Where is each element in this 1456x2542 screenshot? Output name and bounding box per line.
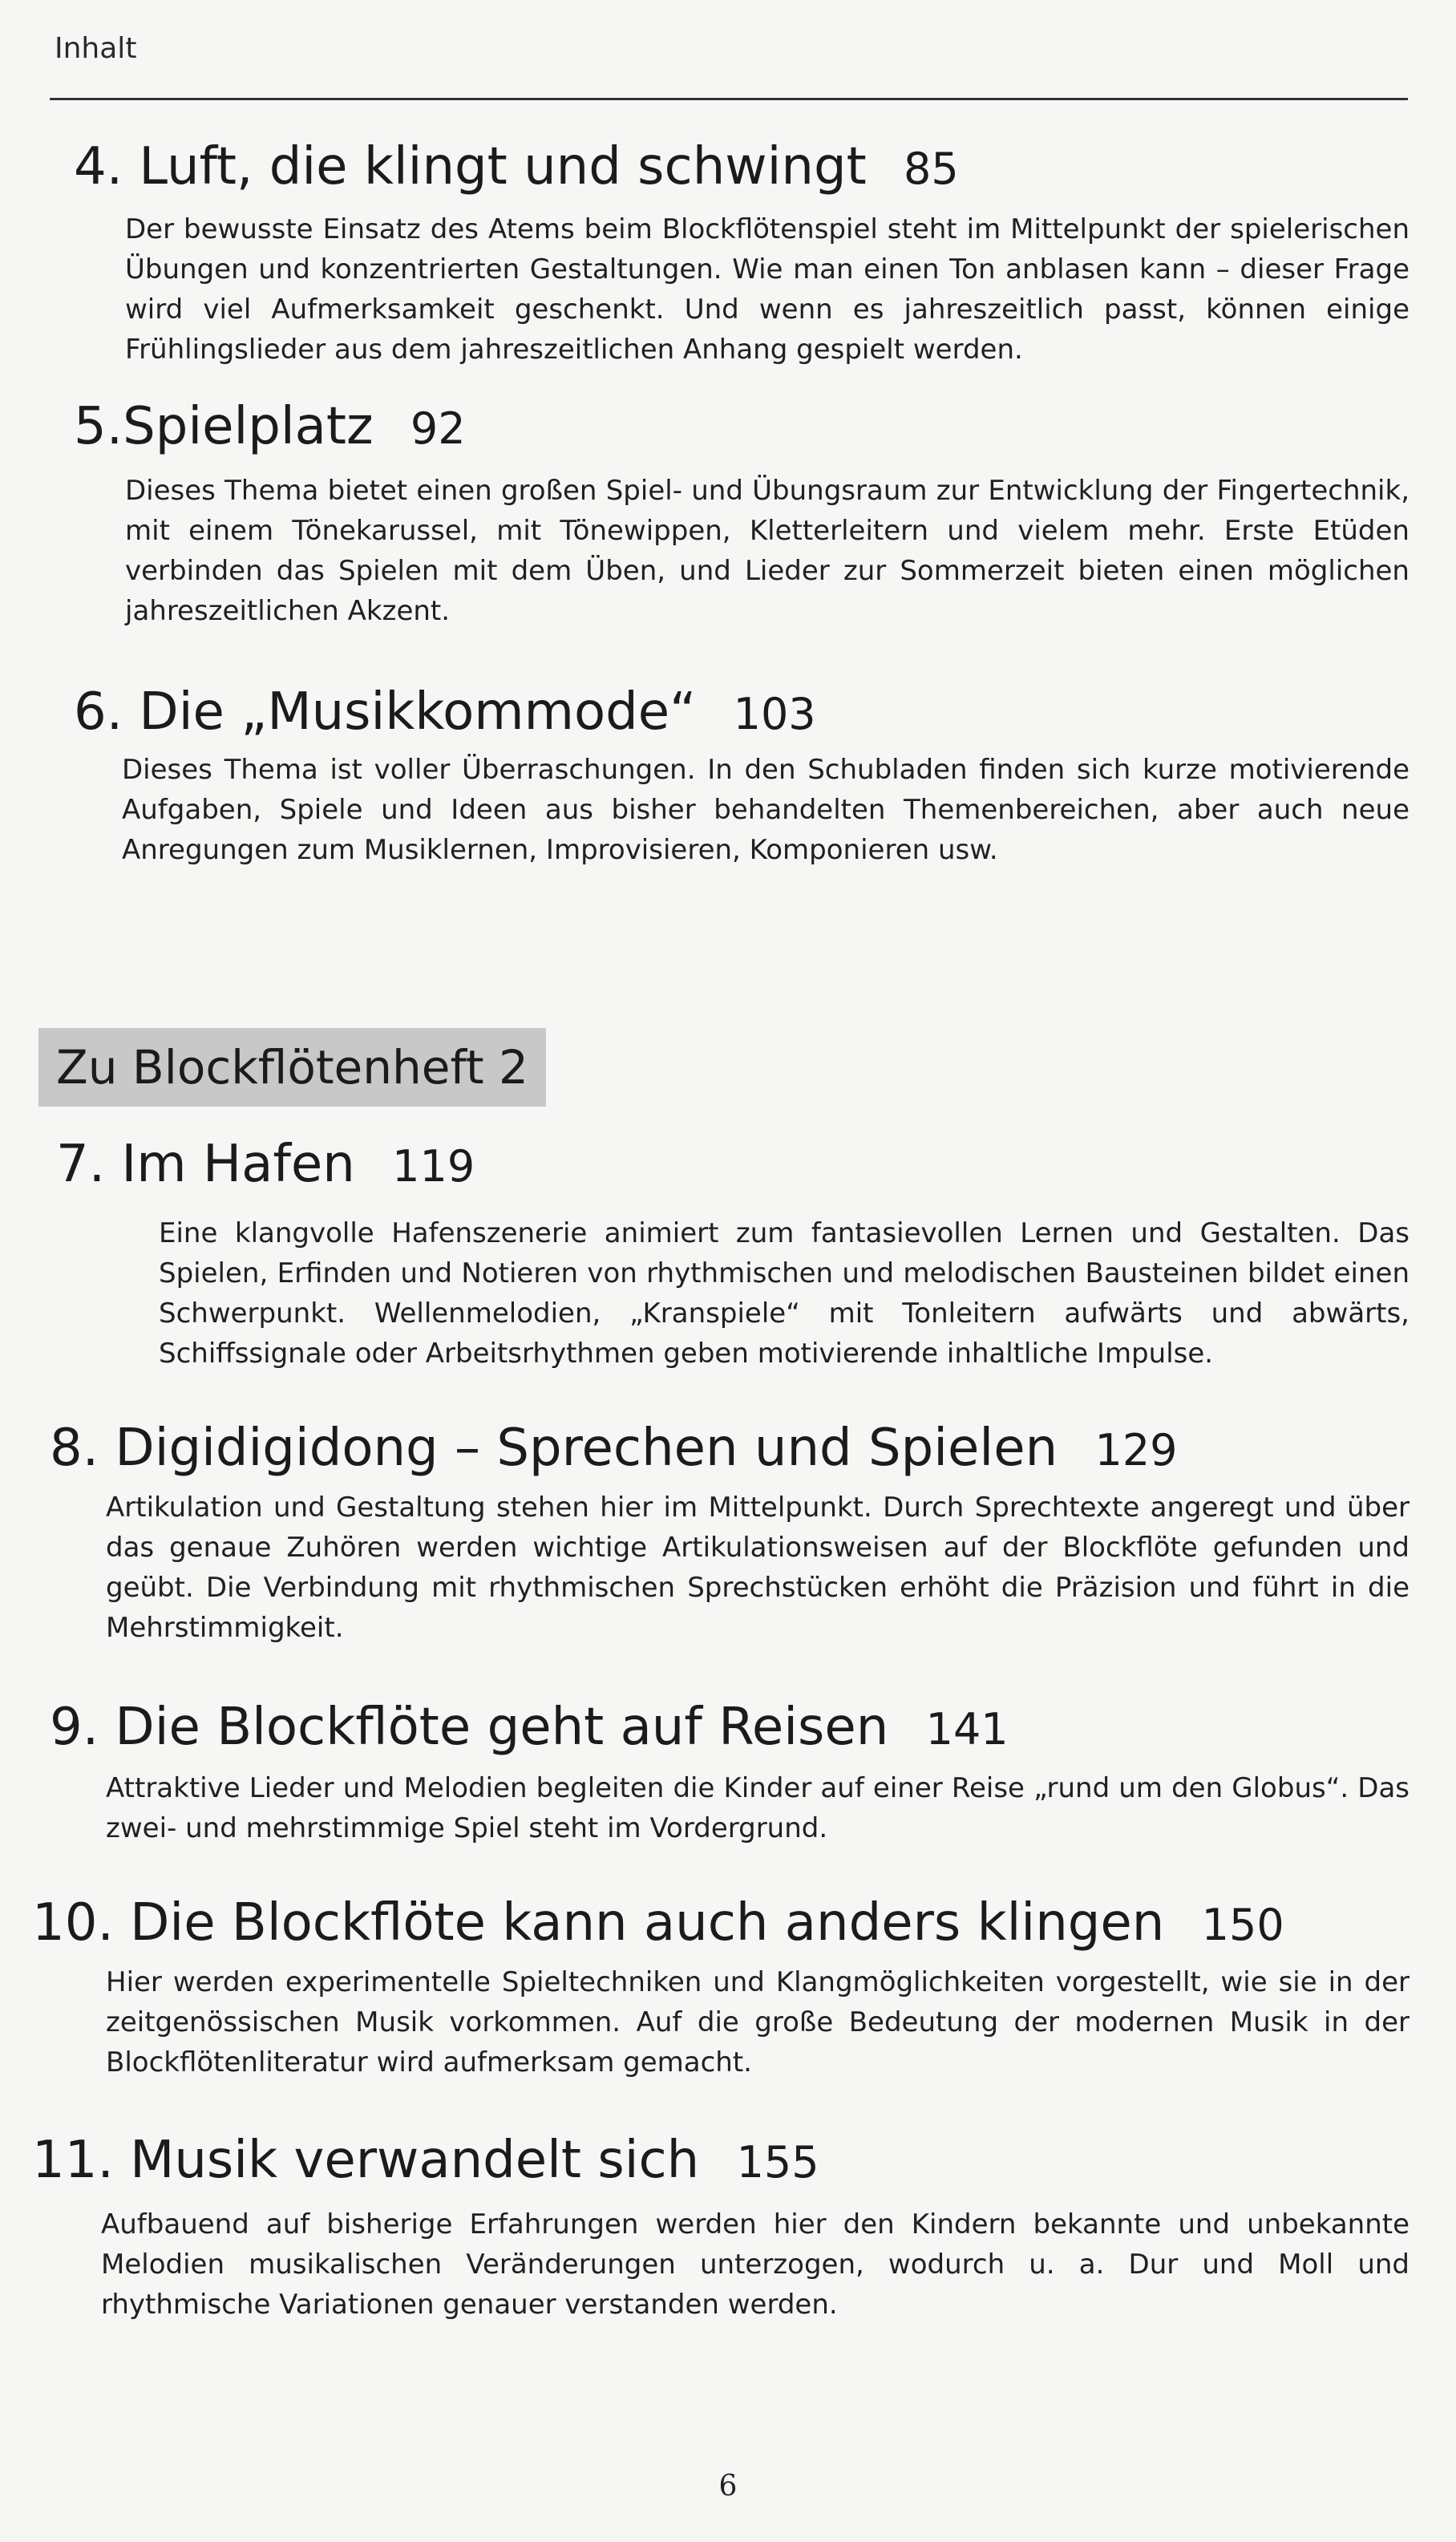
entry-heading	[32, 1891, 1409, 1957]
entry-title: Die Blockflöte geht auf Reisen	[115, 1698, 889, 1757]
entry-heading	[74, 135, 1409, 201]
entry-description: Der bewusste Einsatz des Atems beim Blockflötenspiel steht im Mittelpunkt der spielerischen Übungen und konzentrierten Gestaltungen. Wie man einen Ton anblasen kann – dieser Frage wird viel Aufmerksamkeit geschenkt. Und wenn es jahreszeitlich passt, können einige Frühlingslieder aus dem jahreszeitlichen Anhang gespielt werden.	[125, 213, 1409, 366]
toc-entry-7	[56, 1132, 1409, 1374]
entry-title: Musik verwandelt sich	[130, 2131, 700, 2190]
entry-number: 9.	[50, 1698, 99, 1757]
entry-heading	[50, 1695, 1409, 1762]
toc-entry-9	[50, 1695, 1409, 1848]
entry-number: 10.	[32, 1893, 114, 1953]
entry-description: Artikulation und Gestaltung stehen hier im Mittelpunkt. Durch Sprechtexte angeregt und über das genaue Zuhören werden wichtige Artikulationsweisen auf der Blockflöte gefunden und geübt. Die Verbindung mit rhythmischen Sprechstücken erhöht die Präzision und führt in die Mehrstimmigkeit.	[106, 1492, 1409, 1644]
entry-number: 7.	[56, 1135, 106, 1194]
entry-number: 4.	[74, 137, 123, 196]
entry-page-ref: 150	[1201, 1900, 1284, 1950]
toc-entry-10	[32, 1891, 1409, 2083]
toc-entry-8	[50, 1416, 1409, 1648]
entry-description: Aufbauend auf bisherige Erfahrungen werden hier den Kindern bekannte und unbekannte Melodien musikalischen Veränderungen unterzogen, wodurch u. a. Dur und Moll und rhythmische Variationen genauer verstanden werden.	[101, 2208, 1409, 2321]
running-head: Inhalt	[55, 32, 137, 65]
entry-title: Die „Musikkommode“	[139, 682, 697, 742]
entry-heading	[74, 680, 1409, 747]
entry-number: 6.	[74, 682, 123, 742]
entry-description: Attraktive Lieder und Melodien begleiten die Kinder auf einer Reise „rund um den Globus“. Das zwei- und mehrstimmige Spiel steht im Vordergrund.	[106, 1772, 1409, 1844]
section-heading: Zu Blockflötenheft 2	[38, 1028, 546, 1107]
entry-heading	[32, 2128, 1409, 2195]
entry-number: 11.	[32, 2131, 114, 2190]
header-rule	[50, 98, 1408, 100]
entry-title: Digidigidong – Sprechen und Spielen	[115, 1419, 1058, 1478]
entry-description: Eine klangvolle Hafenszenerie animiert zum fantasievollen Lernen und Gestalten. Das Spielen, Erfinden und Notieren von rhythmischen und melodischen Bausteinen bildet einen Schwerpunkt. Wellenmelodien, „Kranspiele“ mit Tonleitern aufwärts und abwärts, Schiffssignale oder Arbeitsrhythmen geben motivierende inhaltliche Impulse.	[159, 1217, 1409, 1370]
toc-entry-6	[74, 680, 1409, 870]
entry-page-ref: 119	[392, 1141, 475, 1192]
entry-title: Die Blockflöte kann auch anders klingen	[130, 1893, 1165, 1953]
entry-page-ref: 85	[904, 144, 959, 194]
entry-heading	[56, 1132, 1409, 1199]
entry-page-ref: 92	[410, 403, 466, 454]
toc-entry-11	[32, 2128, 1409, 2325]
entry-description: Hier werden experimentelle Spieltechniken und Klangmöglichkeiten vorgestellt, wie sie in der zeitgenössischen Musik vorkommen. Auf die große Bedeutung der modernen Musik in der Blockflötenliteratur wird aufmerksam gemacht.	[106, 1966, 1409, 2079]
entry-page-ref: 129	[1094, 1425, 1178, 1475]
entry-title: Im Hafen	[121, 1135, 355, 1194]
entry-number: 8.	[50, 1419, 99, 1478]
toc-entry-5	[74, 395, 1409, 631]
toc-entry-4	[74, 135, 1409, 370]
entry-description: Dieses Thema bietet einen großen Spiel- und Übungsraum zur Entwicklung der Fingertechnik, mit einem Tönekarussel, mit Tönewippen, Kletterleitern und vielem mehr. Erste Etüden verbinden das Spielen mit dem Üben, und Lieder zur Sommerzeit bieten einen möglichen jahreszeitlichen Akzent.	[125, 475, 1409, 627]
entry-title: Spielplatz	[123, 397, 374, 456]
entry-heading	[50, 1416, 1409, 1483]
page-number: 6	[718, 2470, 738, 2503]
entry-title: Luft, die klingt und schwingt	[139, 137, 867, 196]
entry-description: Dieses Thema ist voller Überraschungen. In den Schubladen finden sich kurze motivierende Aufgaben, Spiele und Ideen aus bisher behandelten Themenbereichen, aber auch neue Anregungen zum Musiklernen, Improvisieren, Komponieren usw.	[122, 754, 1409, 866]
entry-page-ref: 103	[733, 689, 816, 739]
entry-number: 5.	[74, 397, 123, 456]
entry-heading	[74, 395, 1409, 461]
entry-page-ref: 155	[736, 2137, 819, 2188]
entry-page-ref: 141	[925, 1704, 1009, 1755]
